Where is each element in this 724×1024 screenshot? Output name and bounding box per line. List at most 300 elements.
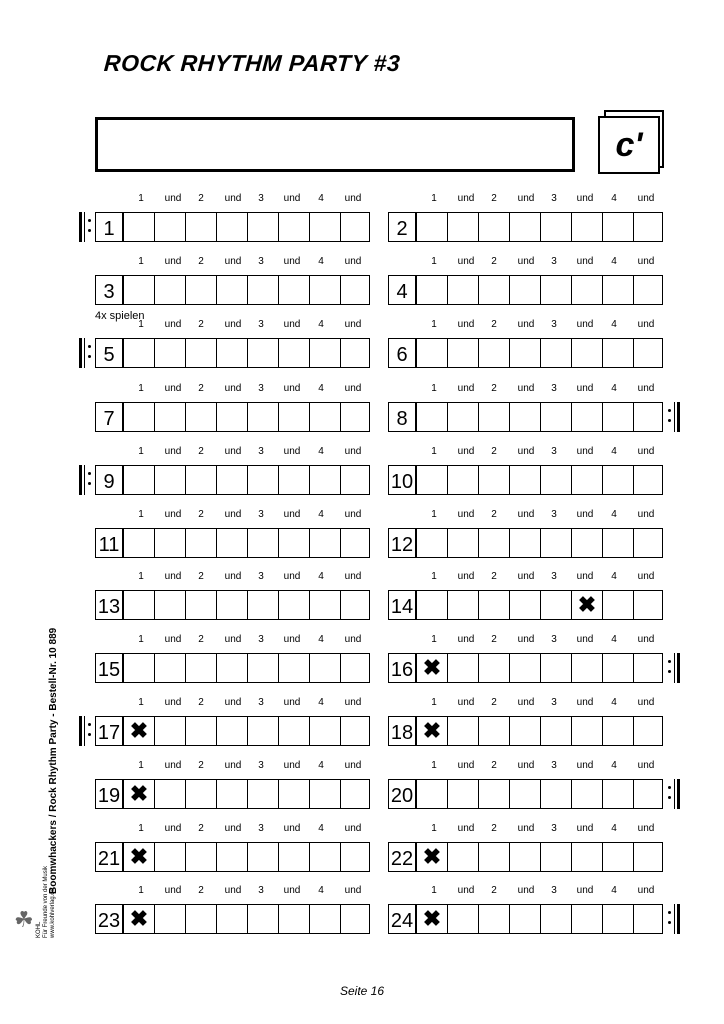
beat-cell[interactable] bbox=[602, 905, 633, 933]
count-label: und bbox=[517, 760, 535, 771]
measure-number: 24 bbox=[389, 905, 416, 933]
beat-cell[interactable] bbox=[478, 339, 509, 367]
count-label: 1 bbox=[138, 193, 144, 204]
beat-cell-marked[interactable] bbox=[416, 905, 447, 933]
beat-cell[interactable] bbox=[247, 654, 278, 682]
beat-cell[interactable] bbox=[123, 529, 154, 557]
count-label: 2 bbox=[198, 571, 204, 582]
beat-cell[interactable] bbox=[540, 780, 571, 808]
beat-cell[interactable] bbox=[571, 213, 602, 241]
beat-cell[interactable] bbox=[602, 403, 633, 431]
beat-cell[interactable] bbox=[340, 529, 371, 557]
beat-cell[interactable] bbox=[278, 654, 309, 682]
count-label: 1 bbox=[431, 634, 437, 645]
beat-cell[interactable] bbox=[633, 905, 664, 933]
beat-cell[interactable] bbox=[185, 276, 216, 304]
count-label: und bbox=[457, 383, 475, 394]
beat-cell[interactable] bbox=[633, 780, 664, 808]
count-label: und bbox=[576, 571, 594, 582]
count-label: und bbox=[576, 319, 594, 330]
beat-cell[interactable] bbox=[447, 403, 478, 431]
beat-cell[interactable] bbox=[340, 339, 371, 367]
beat-cell[interactable] bbox=[278, 276, 309, 304]
count-label: und bbox=[283, 823, 301, 834]
beat-cell[interactable] bbox=[509, 213, 540, 241]
beat-cell[interactable] bbox=[478, 654, 509, 682]
beat-cell[interactable] bbox=[278, 403, 309, 431]
count-label: und bbox=[224, 760, 242, 771]
beat-cell[interactable] bbox=[509, 466, 540, 494]
play-instruction: 4x spielen bbox=[95, 310, 145, 322]
beat-cell[interactable] bbox=[447, 466, 478, 494]
beat-cell[interactable] bbox=[571, 276, 602, 304]
count-label: und bbox=[164, 446, 182, 457]
count-label: 1 bbox=[431, 319, 437, 330]
beat-cell[interactable] bbox=[478, 403, 509, 431]
count-label: 4 bbox=[318, 383, 324, 394]
measure-18 bbox=[388, 716, 663, 746]
count-label: 3 bbox=[551, 571, 557, 582]
beat-cell[interactable] bbox=[416, 213, 447, 241]
count-label: 2 bbox=[491, 383, 497, 394]
beat-cell[interactable] bbox=[216, 213, 247, 241]
count-label: 4 bbox=[318, 509, 324, 520]
count-label: 4 bbox=[318, 571, 324, 582]
count-label: 1 bbox=[431, 697, 437, 708]
beat-cell[interactable] bbox=[602, 529, 633, 557]
beat-cell[interactable] bbox=[571, 843, 602, 871]
count-label: 4 bbox=[318, 446, 324, 457]
beat-cell[interactable] bbox=[278, 466, 309, 494]
beat-cell[interactable] bbox=[340, 717, 371, 745]
beat-cell[interactable] bbox=[571, 403, 602, 431]
beat-cell[interactable] bbox=[633, 529, 664, 557]
repeat-end-sign bbox=[666, 779, 680, 809]
count-label: 4 bbox=[318, 885, 324, 896]
beat-cell[interactable] bbox=[154, 339, 185, 367]
beat-cell[interactable] bbox=[447, 529, 478, 557]
beat-cell[interactable] bbox=[123, 339, 154, 367]
beat-cell[interactable] bbox=[509, 905, 540, 933]
beat-cell[interactable] bbox=[309, 213, 340, 241]
beat-cell[interactable] bbox=[278, 780, 309, 808]
beat-cell-marked[interactable] bbox=[123, 843, 154, 871]
beat-cell[interactable] bbox=[185, 780, 216, 808]
beat-cell[interactable] bbox=[540, 529, 571, 557]
beat-cell[interactable] bbox=[185, 905, 216, 933]
count-label: und bbox=[637, 634, 655, 645]
beat-cell[interactable] bbox=[571, 654, 602, 682]
count-label: 1 bbox=[431, 823, 437, 834]
beat-cell[interactable] bbox=[509, 780, 540, 808]
beat-cell[interactable] bbox=[509, 339, 540, 367]
beat-cell[interactable] bbox=[123, 591, 154, 619]
count-label: 4 bbox=[611, 509, 617, 520]
count-label: 4 bbox=[611, 383, 617, 394]
beat-cell[interactable] bbox=[509, 403, 540, 431]
count-label: und bbox=[224, 193, 242, 204]
beat-cell[interactable] bbox=[447, 717, 478, 745]
count-label: 3 bbox=[258, 885, 264, 896]
count-label: und bbox=[517, 885, 535, 896]
beat-cell[interactable] bbox=[633, 213, 664, 241]
beat-cell[interactable] bbox=[416, 339, 447, 367]
count-label: 4 bbox=[611, 571, 617, 582]
beat-cell[interactable] bbox=[478, 717, 509, 745]
beat-cell[interactable] bbox=[247, 403, 278, 431]
beat-cell-marked[interactable] bbox=[416, 717, 447, 745]
beat-cell[interactable] bbox=[633, 339, 664, 367]
measure-number: 5 bbox=[96, 339, 123, 367]
beat-cell[interactable] bbox=[540, 339, 571, 367]
beat-cell[interactable] bbox=[216, 654, 247, 682]
beat-cell[interactable] bbox=[633, 276, 664, 304]
beat-cell[interactable] bbox=[216, 339, 247, 367]
beat-cell[interactable] bbox=[478, 905, 509, 933]
beat-cell[interactable] bbox=[571, 339, 602, 367]
beat-cell[interactable] bbox=[309, 654, 340, 682]
beat-cell[interactable] bbox=[633, 403, 664, 431]
count-label: 2 bbox=[491, 446, 497, 457]
beat-cell[interactable] bbox=[278, 905, 309, 933]
count-label: und bbox=[283, 446, 301, 457]
beat-cell[interactable] bbox=[247, 339, 278, 367]
beat-cell[interactable] bbox=[571, 780, 602, 808]
beat-cell[interactable] bbox=[633, 591, 664, 619]
measure-19 bbox=[95, 779, 370, 809]
beat-cell[interactable] bbox=[509, 717, 540, 745]
beat-cell-marked[interactable] bbox=[416, 843, 447, 871]
beat-cell[interactable] bbox=[185, 529, 216, 557]
beat-cell[interactable] bbox=[340, 591, 371, 619]
beat-cell[interactable] bbox=[309, 905, 340, 933]
count-label: und bbox=[517, 256, 535, 267]
count-label: und bbox=[283, 383, 301, 394]
beat-cell[interactable] bbox=[154, 905, 185, 933]
count-label: und bbox=[457, 697, 475, 708]
beat-cell[interactable] bbox=[509, 843, 540, 871]
count-label: und bbox=[576, 885, 594, 896]
beat-cell[interactable] bbox=[340, 466, 371, 494]
count-label: 2 bbox=[491, 634, 497, 645]
beat-cell[interactable] bbox=[340, 780, 371, 808]
beat-cell-marked[interactable] bbox=[416, 654, 447, 682]
beat-cell[interactable] bbox=[309, 276, 340, 304]
beat-cell[interactable] bbox=[278, 591, 309, 619]
beat-cell[interactable] bbox=[602, 654, 633, 682]
beat-cell[interactable] bbox=[309, 466, 340, 494]
beat-cell[interactable] bbox=[340, 843, 371, 871]
count-label: und bbox=[457, 823, 475, 834]
beat-cell[interactable] bbox=[509, 276, 540, 304]
repeat-start-sign bbox=[79, 465, 93, 495]
beat-cell[interactable] bbox=[216, 717, 247, 745]
count-label: und bbox=[344, 509, 362, 520]
beat-cell[interactable] bbox=[247, 529, 278, 557]
beat-cell[interactable] bbox=[185, 654, 216, 682]
beat-cell[interactable] bbox=[540, 654, 571, 682]
beat-cell[interactable] bbox=[309, 339, 340, 367]
count-label: und bbox=[637, 885, 655, 896]
beat-cell[interactable] bbox=[247, 717, 278, 745]
beat-cell[interactable] bbox=[602, 213, 633, 241]
beat-cell[interactable] bbox=[447, 591, 478, 619]
beat-cell[interactable] bbox=[185, 591, 216, 619]
beat-cell-marked[interactable] bbox=[571, 591, 602, 619]
repeat-dots bbox=[668, 660, 671, 676]
beat-cell[interactable] bbox=[540, 717, 571, 745]
count-label: 2 bbox=[198, 319, 204, 330]
count-label: und bbox=[344, 885, 362, 896]
beat-cell[interactable] bbox=[216, 403, 247, 431]
beat-cell-marked[interactable] bbox=[123, 780, 154, 808]
beat-cell[interactable] bbox=[340, 276, 371, 304]
beat-cell[interactable] bbox=[602, 276, 633, 304]
beat-cell[interactable] bbox=[478, 213, 509, 241]
beat-cell[interactable] bbox=[216, 276, 247, 304]
count-label: 3 bbox=[551, 760, 557, 771]
beat-cell[interactable] bbox=[123, 654, 154, 682]
beat-cell[interactable] bbox=[416, 529, 447, 557]
beat-cell[interactable] bbox=[447, 780, 478, 808]
beat-cell[interactable] bbox=[185, 339, 216, 367]
beat-cell[interactable] bbox=[540, 905, 571, 933]
measure-22 bbox=[388, 842, 663, 872]
count-label: und bbox=[224, 256, 242, 267]
beat-cell[interactable] bbox=[416, 403, 447, 431]
beat-cell[interactable] bbox=[633, 654, 664, 682]
beat-cell[interactable] bbox=[309, 780, 340, 808]
count-label: und bbox=[224, 885, 242, 896]
count-label: und bbox=[576, 823, 594, 834]
count-label: und bbox=[344, 193, 362, 204]
beat-cell[interactable] bbox=[185, 403, 216, 431]
count-label: 1 bbox=[431, 760, 437, 771]
beat-cell[interactable] bbox=[216, 905, 247, 933]
beat-cell[interactable] bbox=[247, 213, 278, 241]
beat-cell[interactable] bbox=[309, 843, 340, 871]
measure-17 bbox=[95, 716, 370, 746]
beat-cell[interactable] bbox=[123, 276, 154, 304]
beat-cell[interactable] bbox=[247, 843, 278, 871]
count-label: 2 bbox=[491, 193, 497, 204]
repeat-start-sign bbox=[79, 338, 93, 368]
beat-cell[interactable] bbox=[447, 339, 478, 367]
publisher-logo bbox=[14, 865, 68, 940]
beat-cell[interactable] bbox=[447, 905, 478, 933]
beat-cell[interactable] bbox=[123, 403, 154, 431]
count-label: und bbox=[517, 634, 535, 645]
count-label: 4 bbox=[318, 193, 324, 204]
beat-cell[interactable] bbox=[247, 466, 278, 494]
beat-cell[interactable] bbox=[340, 654, 371, 682]
count-label: 2 bbox=[198, 193, 204, 204]
beat-cell-marked[interactable] bbox=[123, 905, 154, 933]
beat-cell[interactable] bbox=[154, 466, 185, 494]
beat-cell[interactable] bbox=[478, 591, 509, 619]
beat-cell[interactable] bbox=[478, 276, 509, 304]
count-label: und bbox=[517, 509, 535, 520]
beat-cell[interactable] bbox=[540, 276, 571, 304]
beat-cell[interactable] bbox=[216, 591, 247, 619]
measure-15 bbox=[95, 653, 370, 683]
beat-cell[interactable] bbox=[416, 466, 447, 494]
repeat-end-sign bbox=[666, 904, 680, 934]
count-label: und bbox=[457, 634, 475, 645]
count-label: 1 bbox=[431, 509, 437, 520]
beat-cell[interactable] bbox=[278, 843, 309, 871]
count-label: 2 bbox=[491, 571, 497, 582]
measure-number: 10 bbox=[389, 466, 416, 494]
count-label: 4 bbox=[318, 319, 324, 330]
beat-cell[interactable] bbox=[602, 466, 633, 494]
beat-cell[interactable] bbox=[154, 843, 185, 871]
count-label: und bbox=[224, 823, 242, 834]
count-label: 2 bbox=[198, 509, 204, 520]
count-label: 3 bbox=[258, 634, 264, 645]
beat-cell[interactable] bbox=[123, 213, 154, 241]
beat-cell[interactable] bbox=[478, 529, 509, 557]
beat-cell[interactable] bbox=[154, 717, 185, 745]
measure-14 bbox=[388, 590, 663, 620]
beat-cell[interactable] bbox=[216, 529, 247, 557]
beat-cell[interactable] bbox=[247, 276, 278, 304]
count-label: 1 bbox=[138, 571, 144, 582]
measure-20 bbox=[388, 779, 663, 809]
beat-cell[interactable] bbox=[309, 403, 340, 431]
repeat-dots bbox=[88, 345, 91, 361]
count-label: 2 bbox=[491, 509, 497, 520]
count-label: 2 bbox=[491, 760, 497, 771]
beat-cell[interactable] bbox=[154, 591, 185, 619]
beat-cell[interactable] bbox=[571, 529, 602, 557]
beat-cell[interactable] bbox=[247, 905, 278, 933]
count-label: und bbox=[637, 256, 655, 267]
beat-cell[interactable] bbox=[540, 466, 571, 494]
beat-cell[interactable] bbox=[216, 843, 247, 871]
beat-cell[interactable] bbox=[154, 780, 185, 808]
count-label: und bbox=[164, 760, 182, 771]
beat-cell[interactable] bbox=[540, 213, 571, 241]
beat-cell[interactable] bbox=[247, 591, 278, 619]
beat-cell[interactable] bbox=[154, 529, 185, 557]
measure-5 bbox=[95, 338, 370, 368]
beat-cell[interactable] bbox=[540, 591, 571, 619]
beat-cell[interactable] bbox=[154, 654, 185, 682]
count-label: und bbox=[224, 383, 242, 394]
beat-cell[interactable] bbox=[309, 717, 340, 745]
beat-cell[interactable] bbox=[509, 654, 540, 682]
beat-cell[interactable] bbox=[278, 529, 309, 557]
beat-cell[interactable] bbox=[602, 717, 633, 745]
beat-cell[interactable] bbox=[478, 843, 509, 871]
beat-cell[interactable] bbox=[278, 717, 309, 745]
beat-cell[interactable] bbox=[309, 529, 340, 557]
beat-cell[interactable] bbox=[154, 213, 185, 241]
beat-cell[interactable] bbox=[185, 466, 216, 494]
count-label: und bbox=[224, 319, 242, 330]
measure-4 bbox=[388, 275, 663, 305]
count-label: 1 bbox=[138, 823, 144, 834]
count-label: und bbox=[283, 697, 301, 708]
beat-cell[interactable] bbox=[633, 466, 664, 494]
count-label: 2 bbox=[198, 383, 204, 394]
beat-cell[interactable] bbox=[123, 466, 154, 494]
beat-cell[interactable] bbox=[154, 403, 185, 431]
count-label: 2 bbox=[198, 823, 204, 834]
count-label: und bbox=[164, 571, 182, 582]
count-label: und bbox=[576, 383, 594, 394]
beat-cell[interactable] bbox=[509, 529, 540, 557]
beat-cell[interactable] bbox=[571, 466, 602, 494]
beat-cell[interactable] bbox=[478, 780, 509, 808]
count-label: und bbox=[283, 193, 301, 204]
beat-cell[interactable] bbox=[602, 339, 633, 367]
beat-cell[interactable] bbox=[185, 843, 216, 871]
measure-number: 15 bbox=[96, 654, 123, 682]
beat-cell[interactable] bbox=[633, 843, 664, 871]
beat-cell[interactable] bbox=[154, 276, 185, 304]
measure-9 bbox=[95, 465, 370, 495]
beat-cell[interactable] bbox=[416, 591, 447, 619]
count-label: und bbox=[283, 256, 301, 267]
measure-number: 11 bbox=[96, 529, 123, 557]
beat-cell[interactable] bbox=[478, 466, 509, 494]
publisher-tree-icon: ☘ bbox=[14, 907, 34, 932]
beat-cell[interactable] bbox=[447, 654, 478, 682]
beat-cell[interactable] bbox=[447, 843, 478, 871]
beat-cell[interactable] bbox=[340, 403, 371, 431]
repeat-dots bbox=[668, 786, 671, 802]
beat-cell[interactable] bbox=[571, 717, 602, 745]
beat-cell[interactable] bbox=[309, 591, 340, 619]
beat-cell[interactable] bbox=[416, 780, 447, 808]
beat-cell[interactable] bbox=[216, 780, 247, 808]
beat-cell[interactable] bbox=[247, 780, 278, 808]
page-title: ROCK RHYTHM PARTY #3 bbox=[103, 50, 402, 76]
count-label: und bbox=[224, 571, 242, 582]
beat-cell[interactable] bbox=[571, 905, 602, 933]
beat-cell[interactable] bbox=[416, 276, 447, 304]
beat-cell[interactable] bbox=[278, 213, 309, 241]
beat-cell[interactable] bbox=[185, 213, 216, 241]
count-label: und bbox=[576, 634, 594, 645]
repeat-dots bbox=[668, 409, 671, 425]
beat-cell[interactable] bbox=[340, 213, 371, 241]
page-footer: Seite 16 bbox=[339, 984, 385, 998]
beat-cell[interactable] bbox=[540, 843, 571, 871]
count-label: und bbox=[637, 571, 655, 582]
beat-cell[interactable] bbox=[602, 843, 633, 871]
beat-cell[interactable] bbox=[340, 905, 371, 933]
beat-cell[interactable] bbox=[447, 276, 478, 304]
count-label: und bbox=[164, 319, 182, 330]
name-input-box[interactable] bbox=[95, 117, 575, 172]
beat-cell[interactable] bbox=[185, 717, 216, 745]
measure-number: 16 bbox=[389, 654, 416, 682]
measure-8 bbox=[388, 402, 663, 432]
beat-cell[interactable] bbox=[602, 780, 633, 808]
beat-cell-marked[interactable] bbox=[123, 717, 154, 745]
beat-cell[interactable] bbox=[540, 403, 571, 431]
beat-cell[interactable] bbox=[278, 339, 309, 367]
beat-cell[interactable] bbox=[602, 591, 633, 619]
beat-cell[interactable] bbox=[633, 717, 664, 745]
beat-cell[interactable] bbox=[509, 591, 540, 619]
beat-cell[interactable] bbox=[447, 213, 478, 241]
beat-cell[interactable] bbox=[216, 466, 247, 494]
count-label: 2 bbox=[491, 885, 497, 896]
